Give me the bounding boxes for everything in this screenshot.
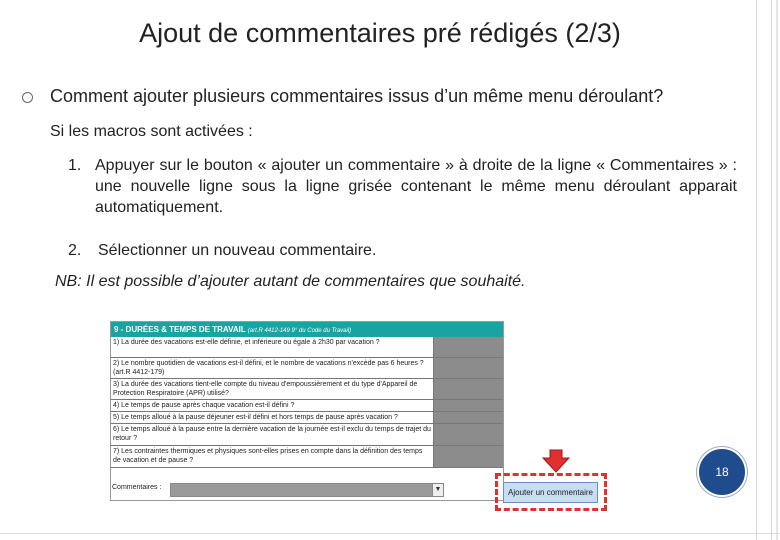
macro-condition: Si les macros sont activées : [50,123,253,140]
answer-cell[interactable] [434,358,503,378]
sheet-header-note: (art.R 4412-149 9° du Code du Travail) [247,328,352,334]
page-number-badge: 18 [697,447,747,497]
question-row [111,358,503,379]
answer-cell[interactable] [434,379,503,399]
answer-cell[interactable] [434,400,503,411]
slide-frame-right [756,0,772,540]
form-screenshot [110,321,504,501]
answer-cell[interactable] [434,446,503,467]
bullet-circle-icon [22,92,33,103]
lead-question: Comment ajouter plusieurs commentaires issus d’un même menu déroulant? [50,86,664,106]
slide-frame-bottom [0,533,780,540]
question-text: 4) Le temps de pause après chaque vacation est-il défini ? [111,400,434,411]
step-1-number: 1. [68,157,82,174]
question-text: 5) Le temps alloué à la pause déjeuner est-il défini et hors temps de pause après vacation ? [111,412,434,423]
comment-label: Commentaires : [112,484,162,491]
answer-cell[interactable] [434,424,503,445]
down-arrow-icon [542,449,570,473]
add-comment-button[interactable]: Ajouter un commentaire [503,482,598,503]
step-2-text: Sélectionner un nouveau commentaire. [98,242,377,259]
question-row [111,412,503,424]
question-text: 7) Les contraintes thermiques et physiques sont-elles prises en compte dans la définition des temps de vacation et de pause ? [111,446,434,467]
question-row [111,379,503,400]
dropdown-arrow-icon[interactable]: ▼ [432,484,443,496]
answer-cell[interactable] [434,337,503,357]
question-text: 6) Le temps alloué à la pause entre la dernière vacation de la journée est-il exclu du temps de trajet du retour ? [111,424,434,445]
question-text: 3) La durée des vacations tient-elle compte du niveau d'empoussièrement et du type d'Appareil de Protection Respiratoire (APR) utilisé? [111,379,434,399]
sheet-header-title: 9 - DURÉES & TEMPS DE TRAVAIL [114,325,246,334]
comment-dropdown[interactable] [170,483,444,497]
sheet-header [111,322,503,337]
slide-frame-edge [776,0,778,540]
note: NB: Il est possible d’ajouter autant de commentaires que souhaité. [55,273,526,290]
step-2-number: 2. [68,242,82,259]
question-row [111,424,503,446]
question-row [111,337,503,358]
slide-title: Ajout de commentaires pré rédigés (2/3) [139,18,621,48]
question-row [111,446,503,468]
answer-cell[interactable] [434,412,503,423]
step-1-text: Appuyer sur le bouton « ajouter un commentaire » à droite de la ligne « Commentaires » : une nouvelle ligne sous la ligne grisée contenant le même menu déroulant apparait automatiquement. [95,157,737,216]
question-text: 2) Le nombre quotidien de vacations est-il défini, et le nombre de vacations n'excède pas 6 heures ? (art.R 4412-179) [111,358,434,378]
question-row [111,400,503,412]
question-text: 1) La durée des vacations est-elle définie, et inférieure ou égale à 2h30 par vacation ? [111,337,434,357]
